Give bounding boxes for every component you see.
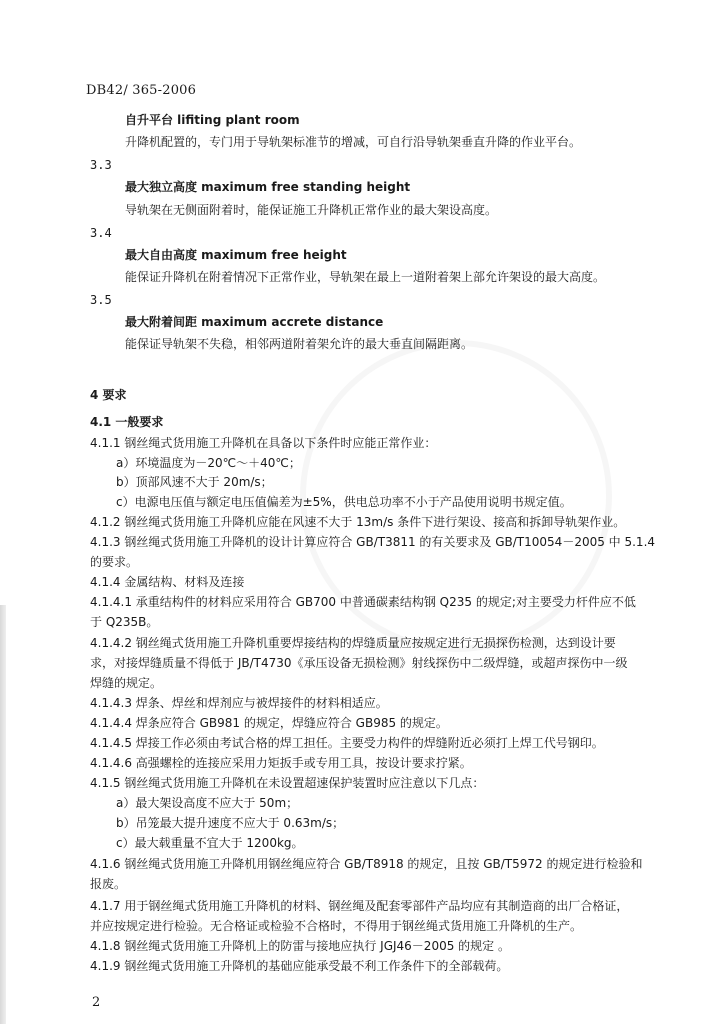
list-item: a）最大架设高度不应大于 50m； <box>116 796 299 810</box>
clause-text: 4.1.3 钢丝绳式货用施工升降机的设计计算应符合 GB/T3811 的有关要求及 GB/T10054－2005 中 5.1.4 <box>90 535 656 549</box>
list-item: c）最大载重量不宜大于 1200kg。 <box>116 836 304 850</box>
clause-text: 4.1.4.1 承重结构件的材料应采用符合 GB700 中普通碳素结构钢 Q235 的规定;对主要受力杆件应不低 <box>90 595 636 609</box>
document-id-header: DB42/ 365-2006 <box>86 83 197 98</box>
clause-number: 3.5 <box>90 293 112 307</box>
clause-continuation: 求，对接焊缝质量不得低于 JB/T4730《承压设备无损检测》射线探伤中二级焊缝，或超声探伤中一级 <box>90 656 628 670</box>
term-max-free-height: 最大自由高度 maximum free height <box>125 248 347 262</box>
clause-text: 4.1.1 钢丝绳式货用施工升降机在具备以下条件时应能正常作业： <box>90 436 437 450</box>
clause-continuation: 报废。 <box>90 877 127 891</box>
clause-text: 4.1.4.4 焊条应符合 GB981 的规定，焊缝应符合 GB985 的规定。 <box>90 716 448 730</box>
term-max-free-standing-height: 最大独立高度 maximum free standing height <box>125 180 411 194</box>
clause-continuation: 的要求。 <box>90 555 139 569</box>
section-heading: 4 要求 <box>90 388 127 402</box>
clause-text: 4.1.7 用于钢丝绳式货用施工升降机的材料、钢丝绳及配套零部件产品均应有其制造商的出厂合格证， <box>90 899 629 913</box>
definition-text: 能保证升降机在附着情况下正常作业，导轨架在最上一道附着架上部允许架设的最大高度。 <box>125 270 606 284</box>
term-self-lifting-platform: 自升平台 lifiting plant room <box>125 113 300 127</box>
list-item: a）环境温度为－20℃～＋40℃； <box>116 456 301 470</box>
subsection-heading: 4.1 一般要求 <box>90 415 164 429</box>
clause-continuation: 于 Q235B。 <box>90 615 159 629</box>
list-item: c）电源电压值与额定电压值偏差为±5%，供电总功率不小于产品使用说明书规定值。 <box>116 495 572 509</box>
clause-text: 4.1.4 金属结构、材料及连接 <box>90 575 245 589</box>
list-item: b）吊笼最大提升速度不应大于 0.63m/s； <box>116 816 345 830</box>
clause-continuation: 并应按规定进行检验。无合格证或检验不合格时，不得用于钢丝绳式货用施工升降机的生产。 <box>90 919 583 933</box>
definition-text: 能保证导轨架不失稳，相邻两道附着架允许的最大垂直间隔距离。 <box>125 337 474 351</box>
clause-text: 4.1.6 钢丝绳式货用施工升降机用钢丝绳应符合 GB/T8918 的规定，且按 GB/T5972 的规定进行检验和 <box>90 857 643 871</box>
clause-text: 4.1.4.5 焊接工作必须由考试合格的焊工担任。主要受力构件的焊缝附近必须打上焊工代号钢印。 <box>90 736 604 750</box>
clause-text: 4.1.4.6 高强螺栓的连接应采用力矩扳手或专用工具，按设计要求拧紧。 <box>90 756 472 770</box>
clause-continuation: 焊缝的规定。 <box>90 676 163 690</box>
page-number: 2 <box>92 995 101 1010</box>
list-item: b）顶部风速不大于 20m/s； <box>116 475 273 489</box>
definition-text: 导轨架在无侧面附着时，能保证施工升降机正常作业的最大架设高度。 <box>125 203 498 217</box>
term-max-accrete-distance: 最大附着间距 maximum accrete distance <box>125 315 384 329</box>
clause-text: 4.1.5 钢丝绳式货用施工升降机在未设置超速保护装置时应注意以下几点： <box>90 776 485 790</box>
clause-text: 4.1.8 钢丝绳式货用施工升降机上的防雷与接地应执行 JGJ46－2005 的规定 。 <box>90 939 510 953</box>
clause-text: 4.1.2 钢丝绳式货用施工升降机应能在风速不大于 13m/s 条件下进行架设、接高和拆卸导轨架作业。 <box>90 515 626 529</box>
clause-text: 4.1.9 钢丝绳式货用施工升降机的基础应能承受最不利工作条件下的全部载荷。 <box>90 959 509 973</box>
definition-text: 升降机配置的，专门用于导轨架标准节的增减，可自行沿导轨架垂直升降的作业平台。 <box>125 135 582 149</box>
clause-number: 3.3 <box>90 158 112 172</box>
clause-number: 3.4 <box>90 226 112 240</box>
scan-edge-shadow <box>0 605 6 1024</box>
clause-text: 4.1.4.2 钢丝绳式货用施工升降机重要焊接结构的焊缝质量应按规定进行无损探伤检测，达到设计要 <box>90 636 616 650</box>
clause-text: 4.1.4.3 焊条、焊丝和焊剂应与被焊接件的材料相适应。 <box>90 696 388 710</box>
